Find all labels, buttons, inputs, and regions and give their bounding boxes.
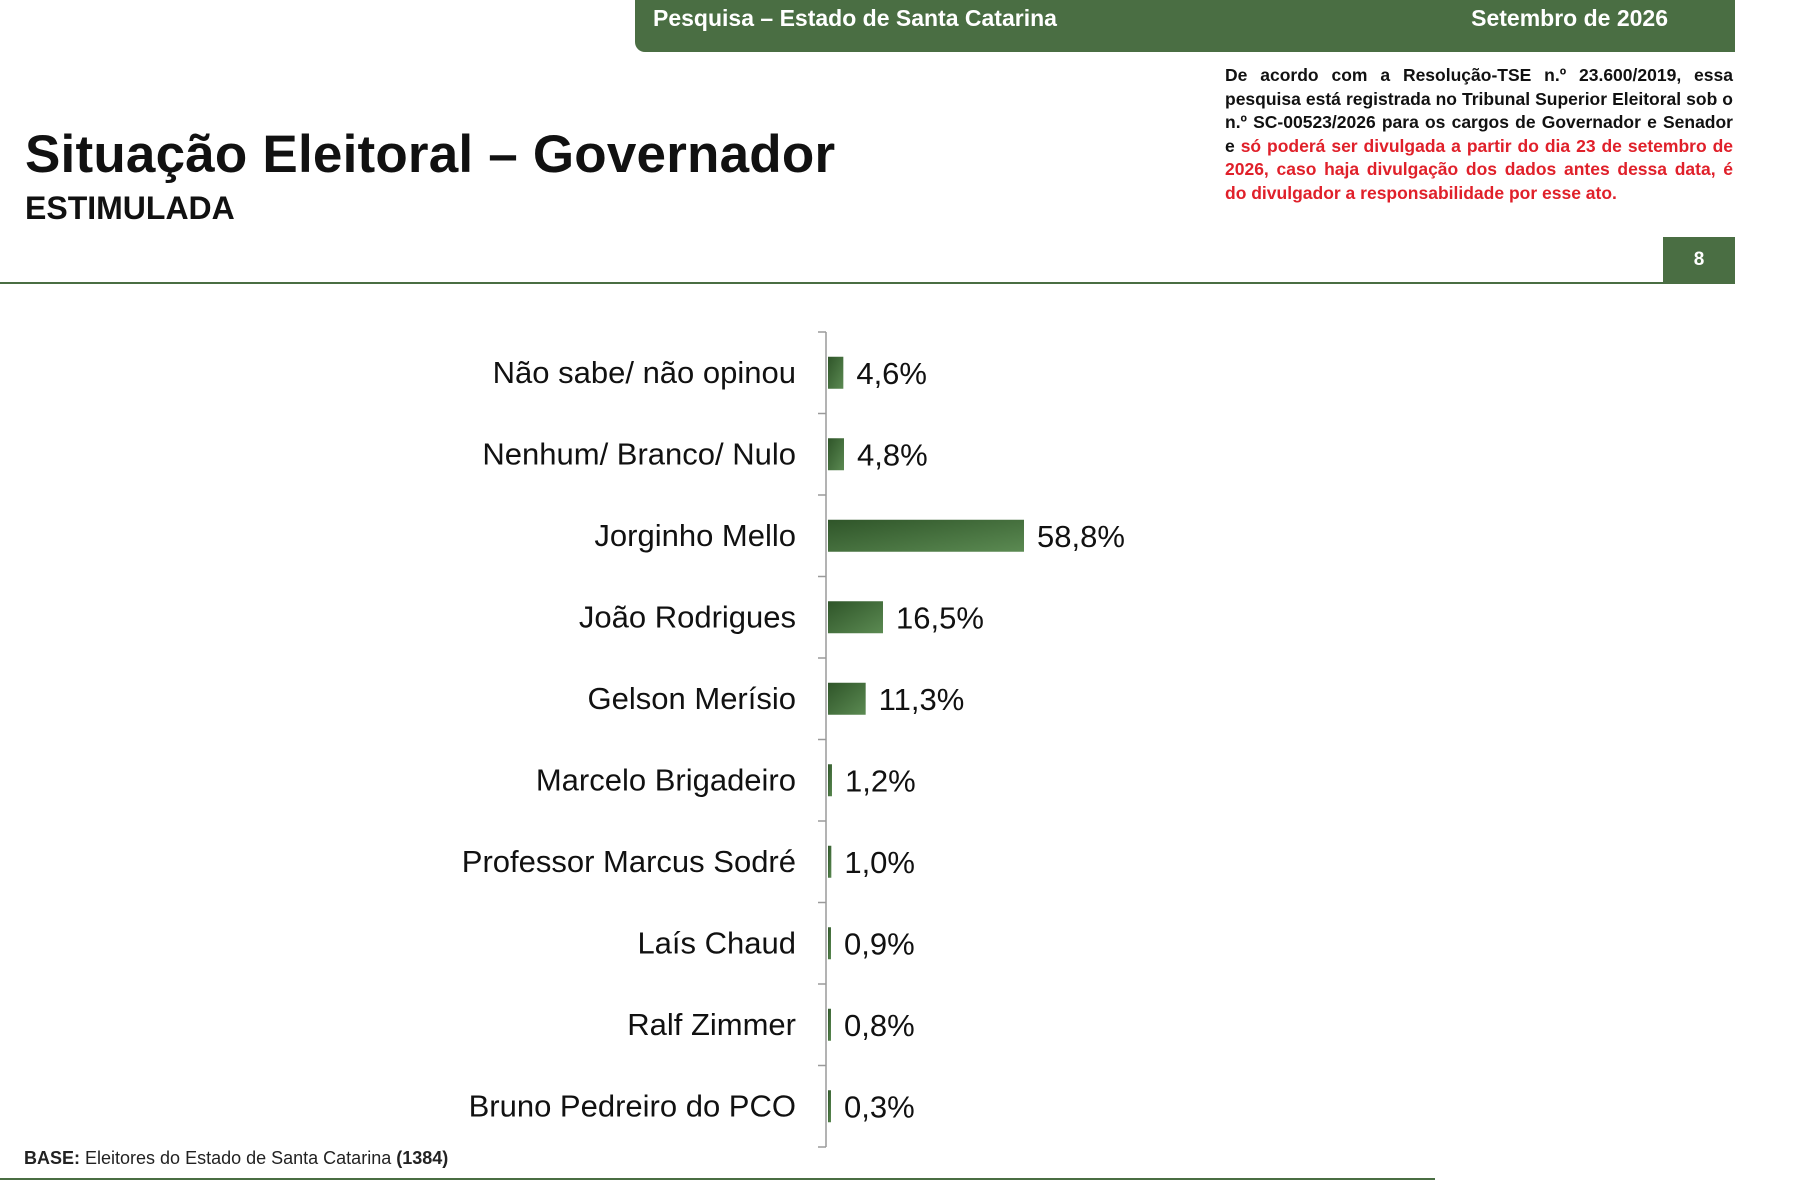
category-label: João Rodrigues xyxy=(578,599,796,635)
header-bar xyxy=(635,0,1735,52)
bar xyxy=(828,1090,831,1122)
header-divider xyxy=(0,282,1735,284)
category-label: Não sabe/ não opinou xyxy=(492,354,796,390)
data-label: 4,8% xyxy=(857,437,928,473)
category-label: Bruno Pedreiro do PCO xyxy=(468,1088,796,1124)
category-label: Laís Chaud xyxy=(637,925,796,961)
bar xyxy=(828,438,844,470)
data-label: 16,5% xyxy=(896,600,984,636)
legal-notice-warning: só poderá ser divulgada a partir do dia 23 de setembro de 2026, caso haja divulgação dos dados antes dessa data, é do divulgador a responsabilidade por esse ato. xyxy=(1225,135,1733,203)
bar xyxy=(828,927,831,959)
base-count: (1384) xyxy=(396,1148,449,1168)
data-label: 11,3% xyxy=(878,681,965,717)
category-label: Professor Marcus Sodré xyxy=(461,843,796,879)
survey-title: Pesquisa – Estado de Santa Catarina xyxy=(653,5,1057,31)
survey-date: Setembro de 2026 xyxy=(1471,5,1668,31)
data-label: 58,8% xyxy=(1037,518,1125,554)
data-label: 1,2% xyxy=(845,763,916,799)
bar xyxy=(828,683,866,715)
bar xyxy=(828,357,843,389)
bar-chart xyxy=(0,320,1300,1150)
legal-notice-text: De acordo com a Resolução-TSE n.º 23.600/2019, essa pesquisa está registrada no Tribunal Superior Eleitoral sob o n.º SC-00523/2026 para os cargos de Governador e Senador e xyxy=(1225,65,1733,156)
bar xyxy=(828,520,1024,552)
bar xyxy=(828,764,832,796)
category-label: Marcelo Brigadeiro xyxy=(535,762,796,798)
data-label: 0,9% xyxy=(844,926,915,962)
data-label: 4,6% xyxy=(856,355,928,391)
base-text: Eleitores do Estado de Santa Catarina xyxy=(80,1148,397,1168)
category-label: Nenhum/ Branco/ Nulo xyxy=(482,436,796,472)
page-title: Situação Eleitoral – Governador xyxy=(25,125,836,184)
category-label: Gelson Merísio xyxy=(587,680,796,716)
bar xyxy=(828,846,831,878)
footer-divider xyxy=(0,1178,1435,1180)
category-label: Ralf Zimmer xyxy=(627,1006,796,1042)
data-label: 0,3% xyxy=(844,1089,915,1125)
bar xyxy=(828,601,883,633)
legal-notice xyxy=(1225,64,1733,205)
bar xyxy=(828,1009,831,1041)
base-footnote xyxy=(24,1148,448,1169)
page-number: 8 xyxy=(1663,237,1735,283)
page-subtitle: ESTIMULADA xyxy=(25,190,235,226)
data-label: 0,8% xyxy=(844,1007,915,1043)
data-label: 1,0% xyxy=(844,844,916,880)
category-label: Jorginho Mello xyxy=(594,517,796,553)
base-label: BASE: xyxy=(24,1148,81,1168)
